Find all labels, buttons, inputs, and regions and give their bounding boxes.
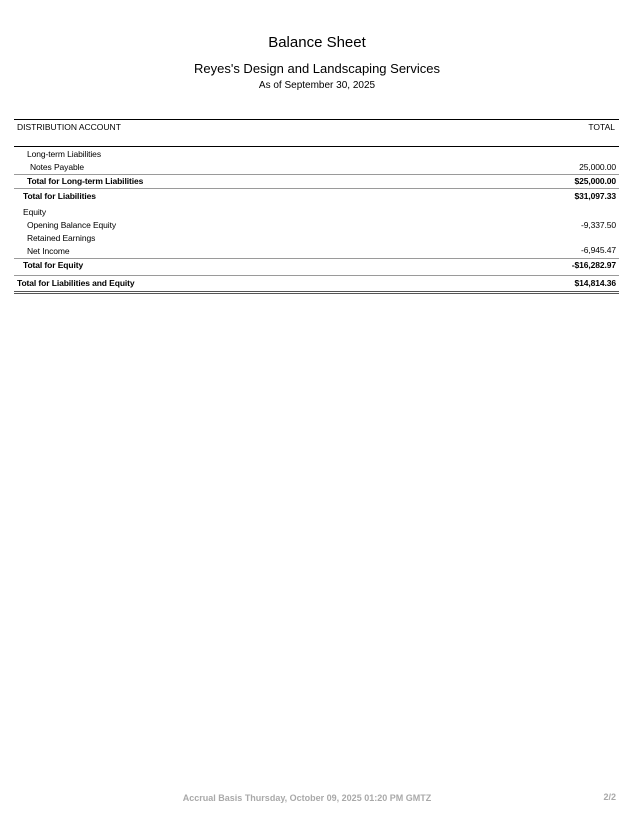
table-row <box>14 258 619 275</box>
row-label: Notes Payable <box>30 162 84 172</box>
report-rows <box>14 148 619 294</box>
row-label: Total for Liabilities and Equity <box>17 278 135 288</box>
row-amount: -$16,282.97 <box>571 260 616 270</box>
row-label: Total for Liabilities <box>23 191 96 201</box>
table-row <box>14 174 619 188</box>
company-name: Reyes's Design and Landscaping Services <box>193 61 440 76</box>
table-row <box>14 161 619 174</box>
table-row <box>14 148 619 161</box>
row-label: Equity <box>23 207 47 217</box>
row-amount: $14,814.36 <box>574 278 616 288</box>
total-column-header: TOTAL <box>588 122 615 132</box>
row-label: Total for Equity <box>23 260 84 270</box>
table-row <box>14 232 619 245</box>
report-date: As of September 30, 2025 <box>258 80 376 91</box>
table-row <box>14 219 619 232</box>
row-label: Opening Balance Equity <box>27 220 117 230</box>
table-row <box>14 245 619 258</box>
page-number: 2/2 <box>603 792 616 802</box>
grand-total-row <box>14 275 619 294</box>
report-table <box>14 119 619 294</box>
row-amount: -9,337.50 <box>580 220 616 230</box>
row-label: Long-term Liabilities <box>27 149 101 159</box>
footer-basis-text: Accrual Basis Thursday, October 09, 2025 01:20 PM GMTZ <box>182 793 432 803</box>
row-amount: -6,945.47 <box>580 245 616 255</box>
column-header-row <box>14 119 619 147</box>
row-amount: 25,000.00 <box>579 162 616 172</box>
row-label: Net Income <box>27 246 70 256</box>
account-column-header: DISTRIBUTION ACCOUNT <box>17 122 121 132</box>
report-title: Balance Sheet <box>268 34 366 51</box>
table-row <box>14 206 619 219</box>
row-amount: $25,000.00 <box>574 176 616 186</box>
row-label: Retained Earnings <box>27 233 96 243</box>
row-amount: $31,097.33 <box>574 191 616 201</box>
row-label: Total for Long-term Liabilities <box>27 176 144 186</box>
table-row <box>14 188 619 206</box>
